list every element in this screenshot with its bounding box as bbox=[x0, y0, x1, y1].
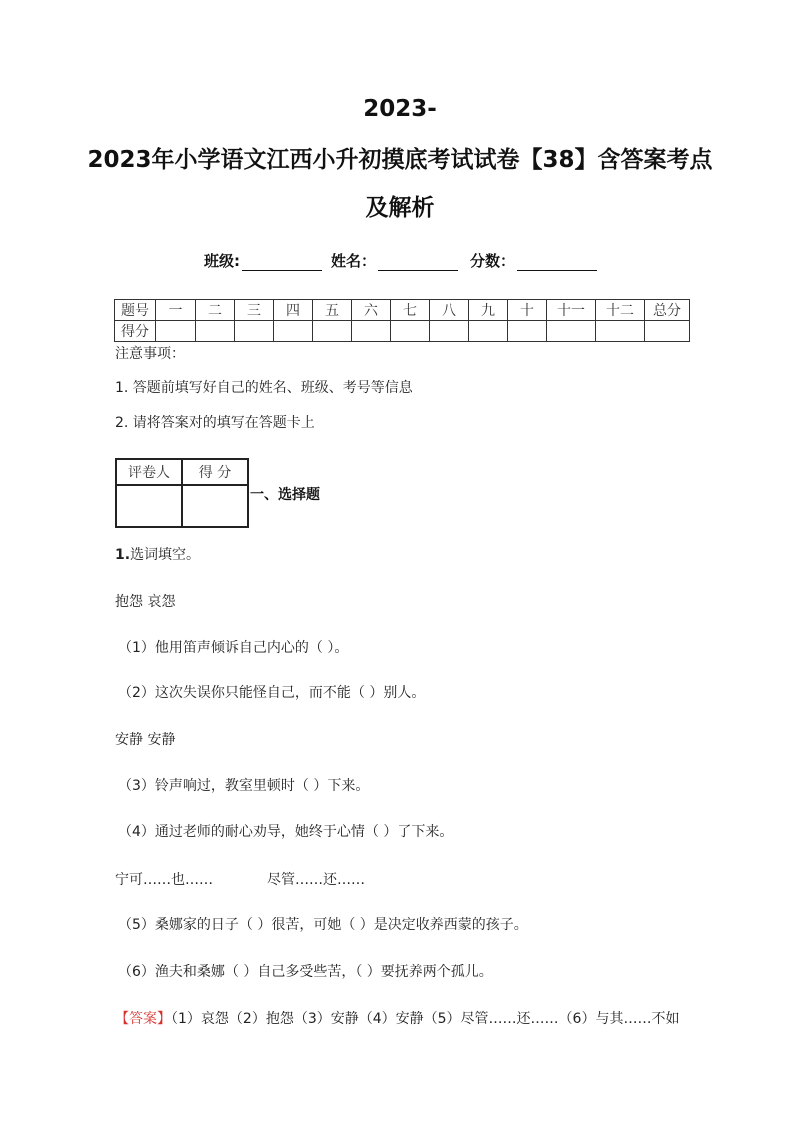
score-cell[interactable] bbox=[352, 321, 391, 342]
class-label: 班级: bbox=[204, 252, 240, 270]
score-header-cell: 四 bbox=[274, 300, 313, 321]
word-group-3b: 尽管……还…… bbox=[267, 872, 365, 888]
grader-header-cell: 得 分 bbox=[182, 459, 248, 485]
grader-cell[interactable] bbox=[182, 485, 248, 527]
score-header-cell: 九 bbox=[469, 300, 508, 321]
grader-value-row bbox=[116, 485, 248, 527]
score-header-cell: 三 bbox=[235, 300, 274, 321]
score-header-cell: 一 bbox=[156, 300, 196, 321]
class-field bbox=[204, 250, 322, 271]
score-header-cell: 十 bbox=[508, 300, 547, 321]
question-item-6: （6）渔夫和桑娜（ ）自己多受些苦，（ ）要抚养两个孤儿。 bbox=[118, 964, 493, 980]
question-title-text: 选词填空。 bbox=[130, 547, 201, 563]
score-header-cell: 十一 bbox=[547, 300, 596, 321]
score-value-row bbox=[115, 321, 690, 342]
score-cell[interactable] bbox=[430, 321, 469, 342]
grader-cell[interactable] bbox=[116, 485, 182, 527]
title-line-1: 2023- bbox=[363, 96, 437, 122]
score-header-cell: 五 bbox=[313, 300, 352, 321]
notice-heading: 注意事项： bbox=[115, 346, 185, 362]
score-header-cell: 六 bbox=[352, 300, 391, 321]
score-label: 分数： bbox=[470, 252, 516, 270]
notice-item: 2. 请将答案对的填写在答题卡上 bbox=[115, 415, 315, 431]
score-header-cell: 七 bbox=[391, 300, 430, 321]
section-title: 一、选择题 bbox=[250, 487, 320, 503]
score-header-cell: 十二 bbox=[596, 300, 645, 321]
answer-line bbox=[115, 1008, 679, 1028]
word-group-2: 安静 安静 bbox=[115, 732, 176, 748]
word-group-3a: 宁可……也…… bbox=[115, 872, 213, 888]
score-row-label: 得分 bbox=[115, 321, 156, 342]
answer-tag: 【答案】 bbox=[115, 1011, 171, 1027]
score-cell[interactable] bbox=[235, 321, 274, 342]
question-number: 1. bbox=[115, 547, 131, 563]
word-group-1: 抱怨 哀怨 bbox=[115, 594, 176, 610]
score-cell[interactable] bbox=[391, 321, 430, 342]
score-field bbox=[470, 250, 597, 271]
question-item-5: （5）桑娜家的日子（ ）很苦，可她（ ）是决定收养西蒙的孩子。 bbox=[118, 917, 528, 933]
score-cell[interactable] bbox=[196, 321, 235, 342]
answer-text: （1）哀怨（2）抱怨（3）安静（4）安静（5）尽管……还……（6）与其……不如 bbox=[171, 1011, 680, 1027]
grader-header-row bbox=[116, 459, 248, 485]
question-item-4: （4）通过老师的耐心劝导，她终于心情（ ）了下来。 bbox=[118, 824, 454, 840]
score-cell[interactable] bbox=[645, 321, 690, 342]
title-line-3: 及解析 bbox=[365, 195, 435, 221]
score-table bbox=[114, 299, 690, 342]
title-line-2: 2023年小学语文江西小升初摸底考试试卷【38】含答案考点 bbox=[87, 147, 713, 173]
class-blank[interactable] bbox=[242, 256, 322, 271]
score-header-cell: 题号 bbox=[115, 300, 156, 321]
notice-item: 1. 答题前填写好自己的姓名、班级、考号等信息 bbox=[115, 380, 413, 396]
score-cell[interactable] bbox=[156, 321, 196, 342]
question-item-2: （2）这次失误你只能怪自己，而不能（ ）别人。 bbox=[118, 685, 426, 701]
grader-header-cell: 评卷人 bbox=[116, 459, 182, 485]
score-header-cell: 八 bbox=[430, 300, 469, 321]
score-cell[interactable] bbox=[469, 321, 508, 342]
score-cell[interactable] bbox=[596, 321, 645, 342]
score-cell[interactable] bbox=[274, 321, 313, 342]
name-field bbox=[331, 250, 458, 271]
score-cell[interactable] bbox=[508, 321, 547, 342]
question-title bbox=[115, 544, 200, 564]
grader-table bbox=[115, 458, 249, 528]
question-item-3: （3）铃声响过，教室里顿时（ ）下来。 bbox=[118, 778, 370, 794]
score-header-cell: 总分 bbox=[645, 300, 690, 321]
score-cell[interactable] bbox=[313, 321, 352, 342]
name-blank[interactable] bbox=[378, 256, 458, 271]
score-blank[interactable] bbox=[517, 256, 597, 271]
score-header-row bbox=[115, 300, 690, 321]
name-label: 姓名： bbox=[331, 252, 377, 270]
question-item-1: （1）他用笛声倾诉自己内心的（ ）。 bbox=[118, 640, 349, 656]
score-header-cell: 二 bbox=[196, 300, 235, 321]
score-cell[interactable] bbox=[547, 321, 596, 342]
